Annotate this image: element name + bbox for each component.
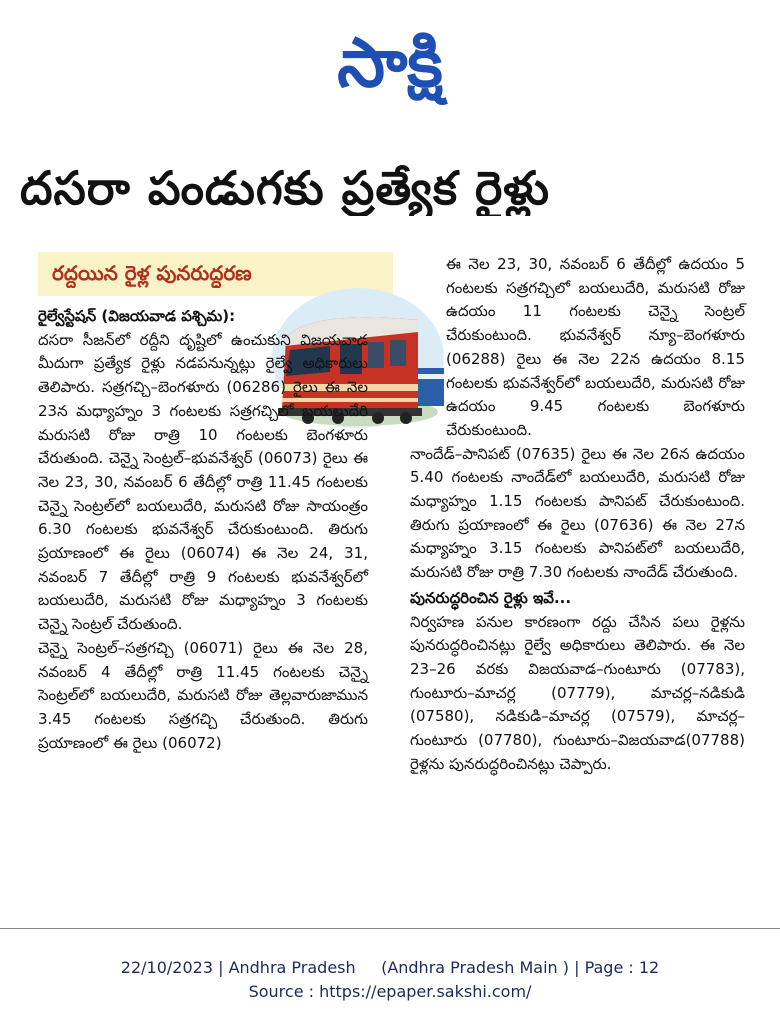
article-paragraph: నిర్వహణ పనుల కారణంగా రద్దు చేసిన పలు రైళ్లను పునరుద్ధరించినట్లు రైల్వే అధికారులు తెలిపారు. ఈ నెల 23–26 వరకు విజయవాడ–గుంటూరు (07783), గుంటూరు–మాచర్ల (07779), మాచర్ల–నడికుడి (07580), నడికుడి–మాచర్ల (07579), మాచర్ల–గుంటూరు (07780), గుంటూరు–విజయవాడ(07788) రైళ్లను పునరుద్ధరించినట్లు చెప్పారు. [410, 612, 745, 773]
article-paragraph: చెన్నై సెంట్రల్–సత్రగచ్చి (06071) రైలు ఈ నెల 28, నవంబర్ 4 తేదీల్లో రాత్రి 11.45 గంటలకు చెన్నై సెంట్రల్‌లో బయలుదేరి, మరుసటి రోజు తెల్లవారుజామున 3.45 గంటలకు సత్రగచ్చి చేరుతుంది. తిరుగు ప్రయాణంలో ఈ రైలు (06072) [38, 638, 368, 752]
footer-divider [0, 928, 780, 929]
footer-source: Source : https://epaper.sakshi.com/ [248, 982, 532, 1001]
right-column [410, 253, 745, 776]
footer-dateline: 22/10/2023 | Andhra Pradesh (Andhra Pradesh Main ) | Page : 12 [120, 958, 660, 977]
masthead-logo [290, 14, 490, 106]
headline: దసరా పండుగకు ప్రత్యేక రైళ్లు [20, 161, 551, 215]
article-paragraph: దసరా సీజన్‌లో రద్దీని దృష్టిలో ఉంచుకుని విజయవాడ మీదుగా ప్రత్యేక రైళ్లు నడపనున్నట్లు రైల్వే అధికారులు తెలిపారు. సత్రగచ్చి–బెంగళూరు (06286) రైలు ఈ నెల 23న మధ్యాహ్నం 3 గంటలకు సత్రగచ్చిలో బయలుదేరి మరుసటి రోజు రాత్రి 10 గంటలకు బెంగళూరు చేరుతుంది. చెన్నై సెంట్రల్–భువనేశ్వర్ (06073) రైలు ఈ నెల 23, 30, నవంబర్ 6 తేదీల్లో రాత్రి 11.45 గంటలకు చెన్నై సెంట్రల్‌లో బయలుదేరి, మరుసటి రోజు సాయంత్రం 6.30 గంటలకు భువనేశ్వర్ చేరుకుంటుంది. తిరుగు ప్రయాణంలో ఈ రైలు (06074) ఈ నెల 24, 31, నవంబర్ 7 తేదీల్లో రాత్రి 9 గంటలకు భువనేశ్వర్‌లో బయలుదేరి, మరుసటి రోజు మధ్యాహ్నం 3 గంటలకు చెన్నై సెంట్రల్ చేరుతుంది. [38, 330, 368, 634]
article-paragraph: ఈ నెల 23, 30, నవంబర్ 6 తేదీల్లో ఉదయం 5 గంటలకు సత్రగచ్చిలో బయలుదేరి, మరుసటి రోజు ఉదయం 11 గంటలకు చెన్నై సెంట్రల్ చేరుకుంటుంది. భువనేశ్వర్ న్యూ–బెంగళూరు (06288) రైలు ఈ నెల 22న ఉదయం 8.15 గంటలకు భువనేశ్వర్‌లో బయలుదేరి, మరుసటి రోజు ఉదయం 9.45 గంటలకు బెంగళూరు చేరుకుంటుంది. [446, 255, 745, 439]
masthead-logo-text: సాక్షి [337, 24, 443, 103]
article-paragraph: నాందేడ్–పానిపట్ (07635) రైలు ఈ నెల 26న ఉదయం 5.40 గంటలకు నాందేడ్‌లో బయలుదేరి, మరుసటి రోజు మధ్యాహ్నం 1.15 గంటలకు పానిపట్ చేరుకుంటుంది. తిరుగు ప్రయాణంలో ఈ రైలు (07636) ఈ నెల 27న మధ్యాహ్నం 3.15 గంటలకు పానిపట్‌లో బయలుదేరి, మరుసటి రోజు రాత్రి 7.30 గంటలకు నాందేడ్ చేరుతుంది. [410, 444, 745, 582]
subheadline: రద్దయిన రైళ్ల పునరుద్ధరణ [52, 261, 252, 285]
section-heading: పునరుద్ధరించిన రైళ్లు ఇవే... [410, 588, 572, 607]
left-column [38, 305, 368, 755]
dateline: రైల్వేస్టేషన్ (విజయవాడ పశ్చిమ): [38, 307, 236, 325]
